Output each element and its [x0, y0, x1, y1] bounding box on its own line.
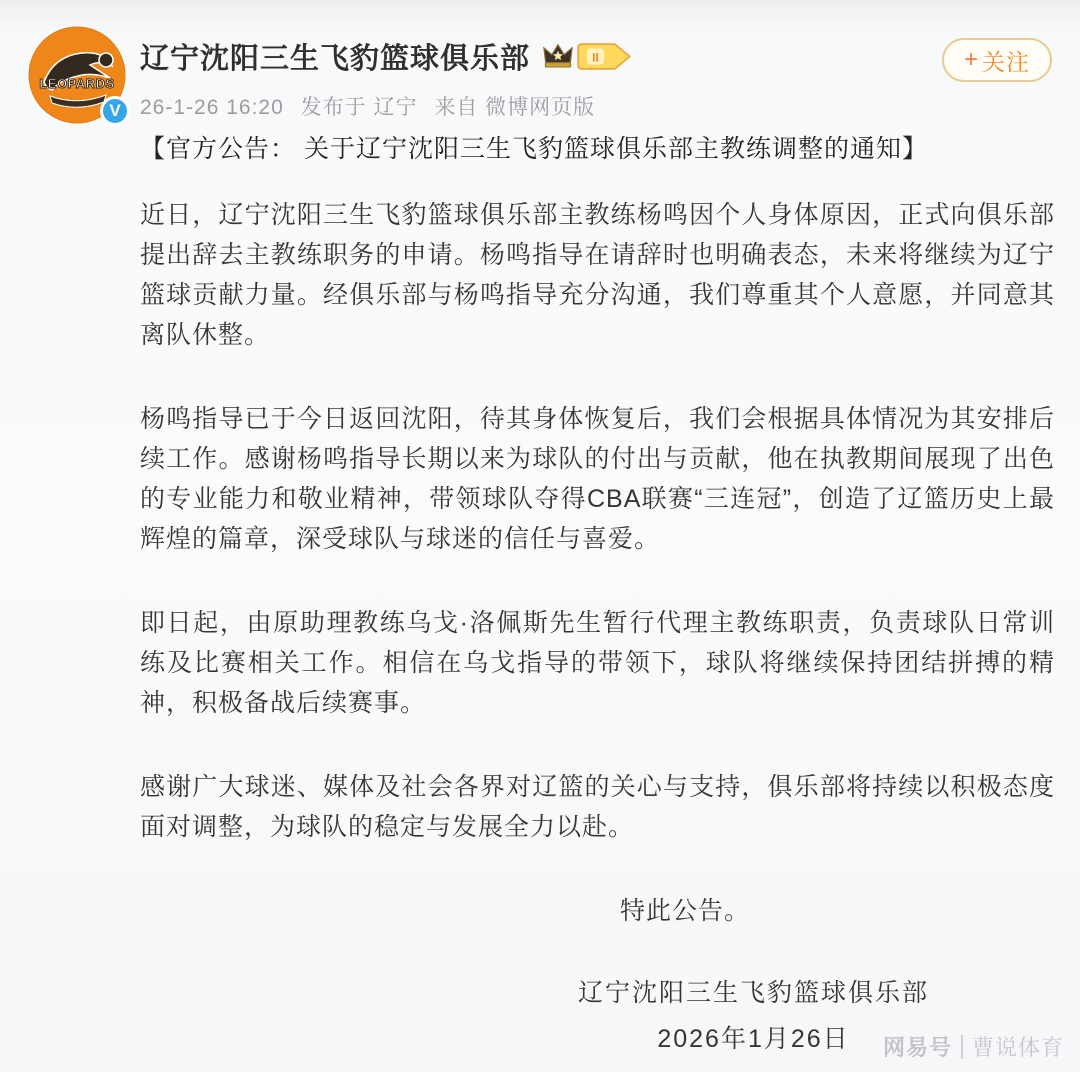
follow-button[interactable] — [942, 38, 1052, 82]
plus-icon: + — [963, 46, 979, 73]
svg-text:LEOPARDS: LEOPARDS — [39, 76, 115, 91]
post-meta — [140, 91, 1050, 121]
post-header — [0, 0, 1080, 121]
watermark-author: 曹说体育 — [971, 1035, 1064, 1060]
announcement-title: 【官方公告： 关于辽宁沈阳三生飞豹篮球俱乐部主教练调整的通知】 — [140, 135, 928, 163]
svg-text:II: II — [592, 50, 599, 65]
paragraph-2: 杨鸣指导已于今日返回沈阳，待其身体恢复后，我们会根据具体情况为其安排后续工作。感谢杨鸣指导长期以来为球队的付出与贡献，他在执教期间展现了出色的专业能力和敬业精神，带领球队夺得CBA联赛“三连冠”，创造了辽篮历史上最辉煌的篇章，深受球队与球迷的信任与喜爱。 — [140, 405, 1055, 553]
paragraph-3: 即日起，由原助理教练乌戈·洛佩斯先生暂行代理主教练职责，负责球队日常训练及比赛相关工作。相信在乌戈指导的带领下，球队将继续保持团结拼搏的精神，积极备战后续赛事。 — [140, 609, 1055, 717]
crown-icon — [542, 43, 574, 70]
watermark-source: 网易号 — [882, 1035, 952, 1060]
avatar[interactable] — [28, 26, 126, 124]
signature-block — [578, 973, 929, 1059]
signature-name: 辽宁沈阳三生飞豹篮球俱乐部 — [578, 979, 930, 1007]
header-main — [140, 28, 1050, 121]
post-source-link[interactable]: 来自 微博网页版 — [434, 96, 596, 119]
watermark — [883, 1031, 1064, 1062]
closing-line: 特此公告。 — [620, 897, 751, 925]
vip-level-badge-icon — [576, 42, 632, 71]
paragraph-1: 近日，辽宁沈阳三生飞豹篮球俱乐部主教练杨鸣因个人身体原因，正式向俱乐部提出辞去主教练职务的申请。杨鸣指导在请辞时也明确表态，未来将继续为辽宁篮球贡献力量。经俱乐部与杨鸣指导充分沟通，我们尊重其个人意愿，并同意其离队休整。 — [140, 201, 1055, 349]
paragraph-4: 感谢广大球迷、媒体及社会各界对辽篮的关心与支持，俱乐部将持续以积极态度面对调整，为球队的稳定与发展全力以赴。 — [140, 773, 1055, 841]
publish-location: 发布于 辽宁 — [300, 96, 418, 119]
verified-badge-icon: V — [100, 96, 130, 126]
username[interactable]: 辽宁沈阳三生飞豹篮球俱乐部 — [140, 43, 531, 75]
name-row — [140, 36, 1050, 77]
watermark-divider — [961, 1035, 963, 1059]
timestamp: 26-1-26 16:20 — [140, 96, 284, 119]
post-content — [0, 121, 1080, 1059]
signature-date: 2026年1月26日 — [657, 1025, 850, 1053]
follow-button-label: 关注 — [982, 48, 1030, 75]
